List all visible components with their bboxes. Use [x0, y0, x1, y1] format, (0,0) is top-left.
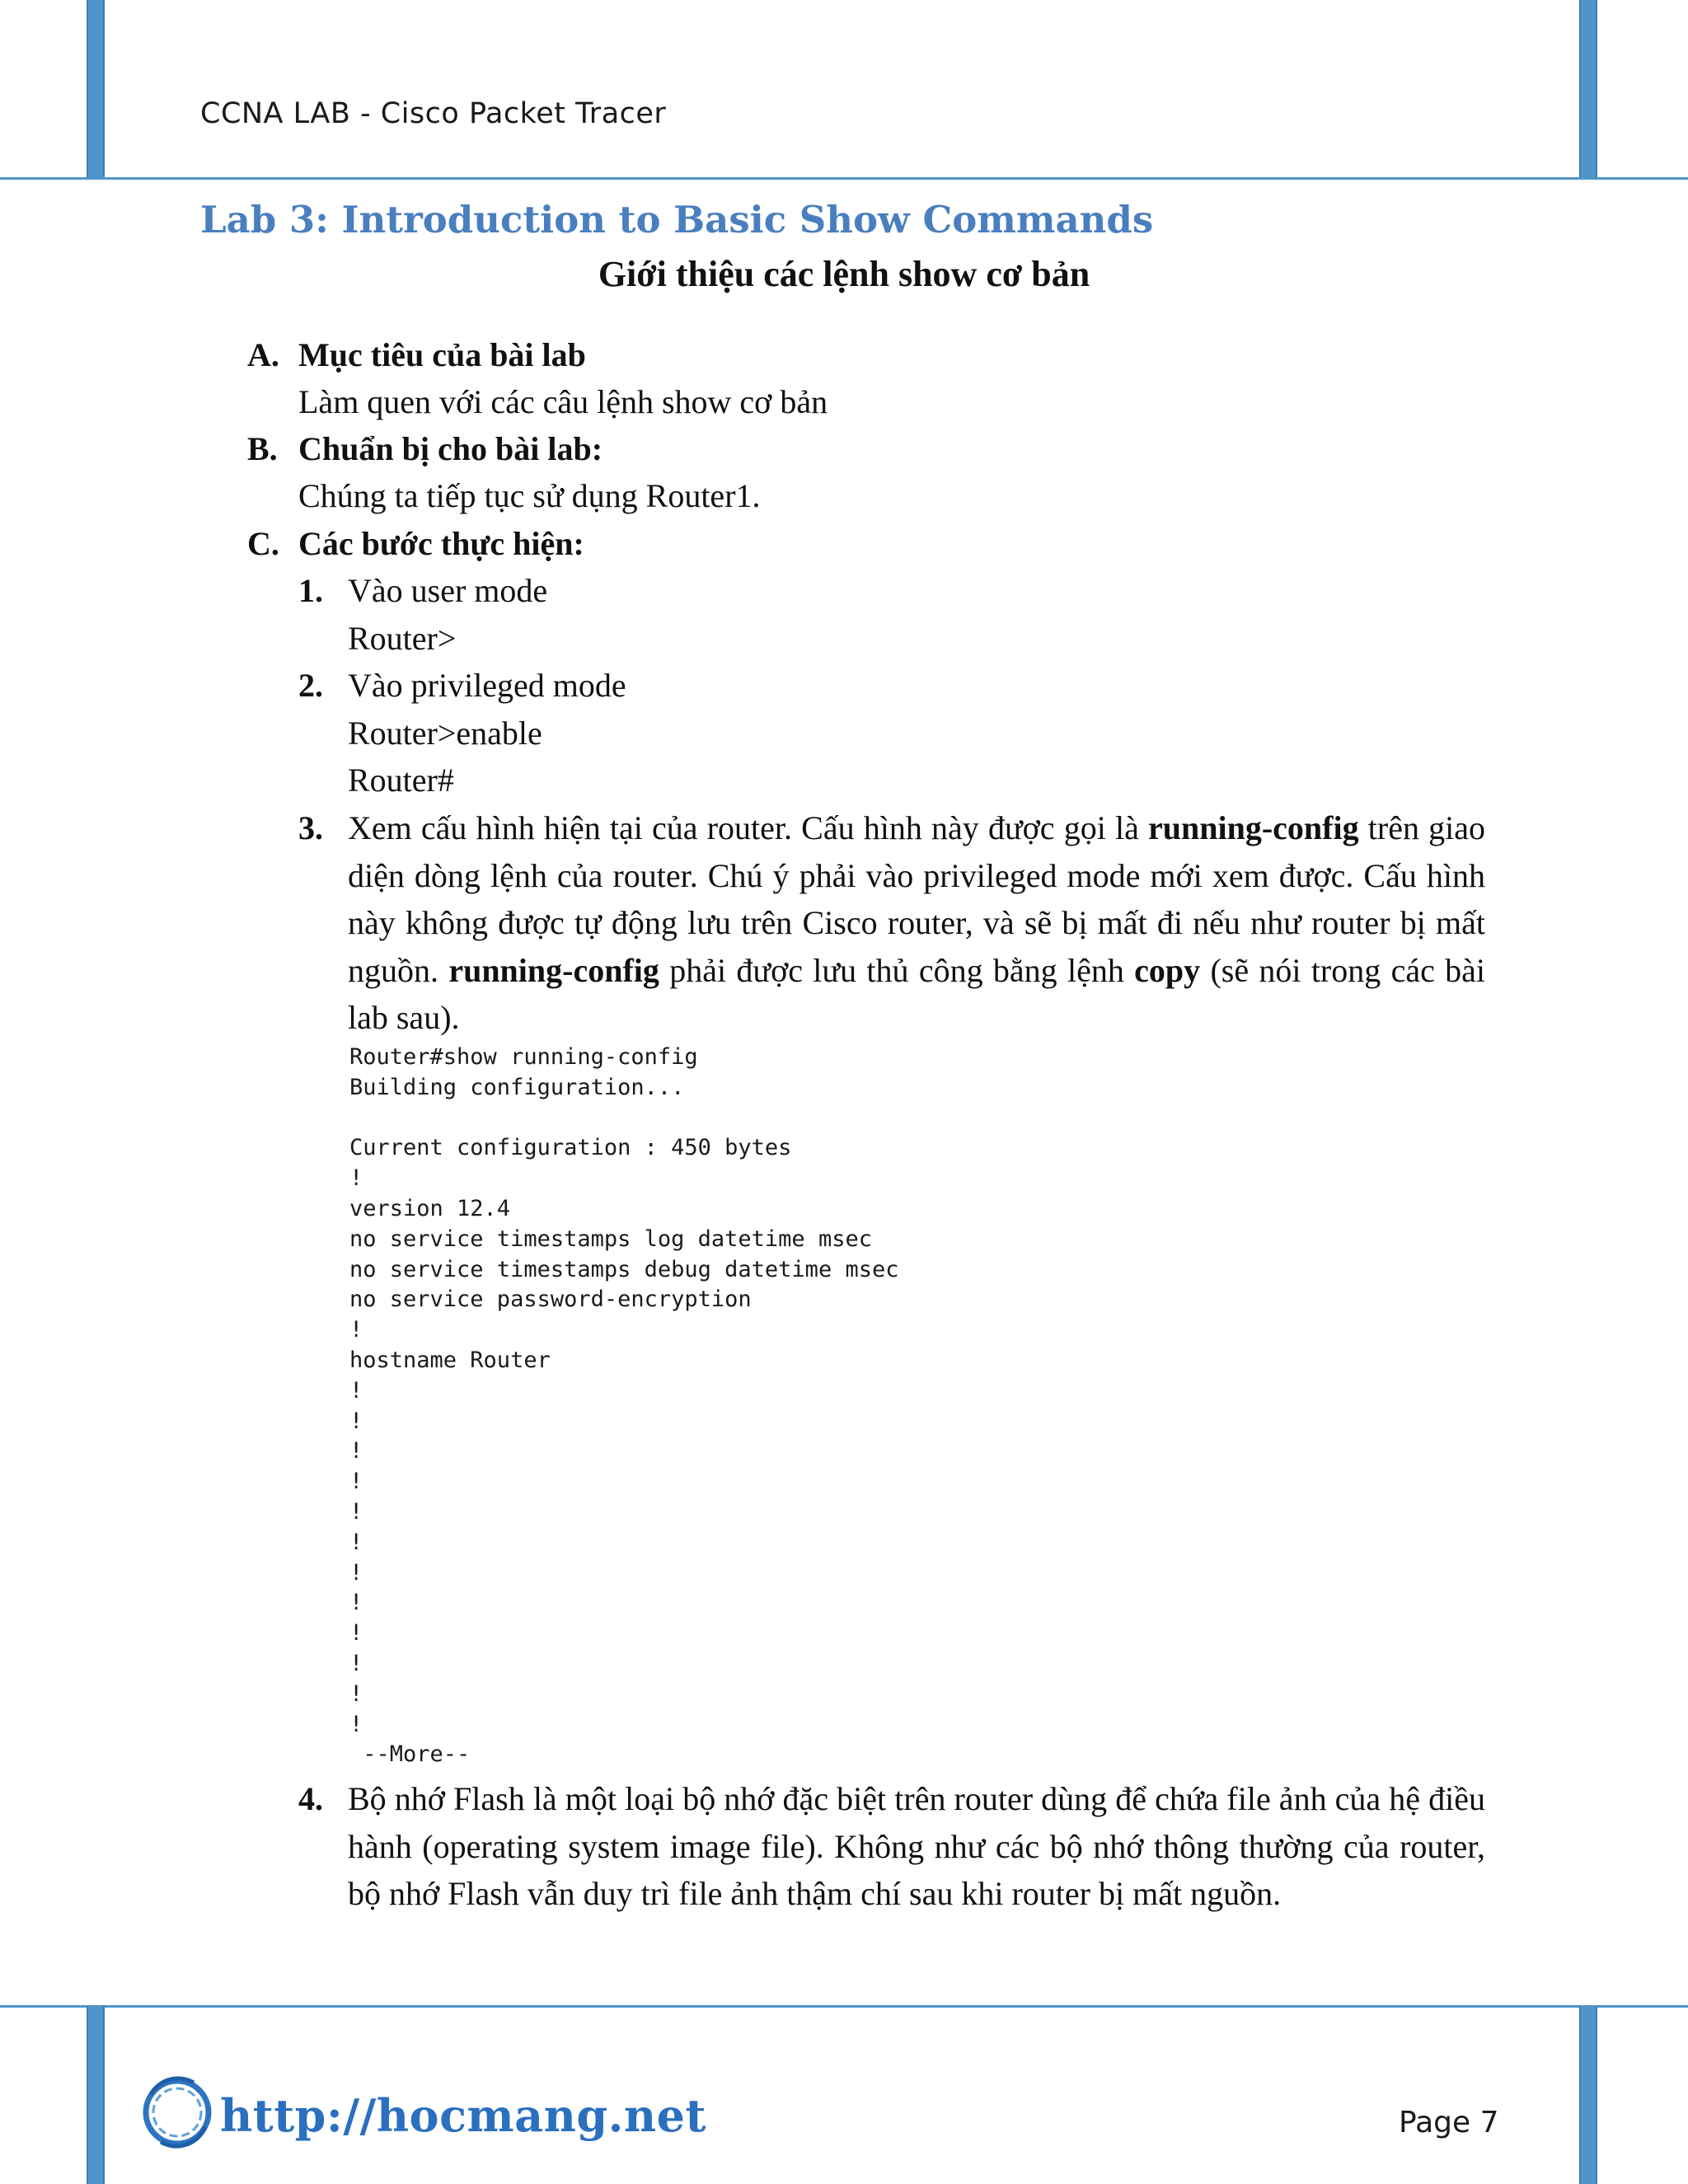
step-2-text: Vào privileged mode [348, 667, 626, 704]
step-2-number: 2. [298, 667, 323, 704]
section-a-label: A. [247, 336, 279, 373]
hocmang-logo-icon [136, 2069, 218, 2152]
footer-left-bar [87, 2006, 105, 2184]
step-3-text-4: (sẽ nói trong các bài lab sau). [348, 951, 1486, 1036]
header-right-bar [1579, 0, 1597, 178]
step-3-text-1: Xem cấu hình hiện tại của router. Cấu hình này được gọi là [348, 809, 1148, 846]
step-1-text: Vào user mode [348, 572, 548, 609]
step-2-command-enable: Router>enable [348, 715, 542, 752]
section-b-body: Chúng ta tiếp tục sử dụng Router1. [298, 477, 761, 514]
section-c-label: C. [247, 525, 279, 562]
terminal-line: version 12.4 [349, 1196, 511, 1221]
header-left-bar [87, 0, 105, 178]
terminal-line: ! [349, 1529, 363, 1555]
terminal-line: ! [349, 1590, 363, 1616]
terminal-line: ! [349, 1165, 363, 1192]
page-number: Page 7 [1399, 2106, 1499, 2139]
step-1-command: Router> [348, 620, 457, 657]
terminal-line: --More-- [349, 1741, 471, 1768]
terminal-line: Router#show running-config [349, 1044, 698, 1070]
step-3-number: 3. [298, 809, 323, 846]
section-c-title: Các bước thực hiện: [298, 525, 584, 562]
terminal-line: ! [349, 1651, 363, 1676]
lab-subtitle: Giới thiệu các lệnh show cơ bản [598, 254, 1090, 294]
terminal-line: ! [349, 1711, 363, 1737]
terminal-line: ! [349, 1408, 363, 1434]
step-3-text-2: trên giao diện dòng lệnh của router. Chú ý phải vào privileged mode mới xem được. Cấu hình này không được tự động lưu trên Cisco router, và sẽ bị mất đi nếu như router bị mất nguồn. [348, 809, 1485, 989]
footer-divider [0, 2005, 1688, 2008]
header-divider [0, 177, 1688, 180]
terminal-output [345, 1043, 971, 1768]
step-4-number: 4. [298, 1780, 323, 1817]
terminal-line: ! [349, 1377, 363, 1404]
terminal-line: no service timestamps debug datetime msec [349, 1256, 899, 1282]
terminal-line: Current configuration : 450 bytes [349, 1135, 792, 1161]
step-1-number: 1. [298, 572, 323, 609]
section-b-title: Chuẩn bị cho bài lab: [298, 430, 603, 467]
terminal-line: ! [349, 1559, 363, 1586]
terminal-line: ! [349, 1620, 363, 1647]
footer-website-link[interactable]: http://hocmang.net [220, 2089, 706, 2142]
terminal-line: ! [349, 1469, 363, 1495]
page-header: CCNA LAB - Cisco Packet Tracer [200, 97, 667, 130]
section-b-label: B. [247, 430, 278, 467]
terminal-line: ! [349, 1499, 363, 1525]
terminal-line: no service timestamps log datetime msec [349, 1226, 872, 1252]
step-2-command-prompt: Router# [348, 762, 454, 799]
terminal-line: Building configuration... [349, 1074, 685, 1100]
terminal-line: no service password-encryption [349, 1286, 752, 1313]
terminal-line: ! [349, 1680, 363, 1707]
step-4-text: Bộ nhớ Flash là một loại bộ nhớ đặc biệt trên router dùng để chứa file ảnh của hệ điều hành (operating system image file). Không như các bộ nhớ thông thường của router, bộ nhớ Flash vẫn duy trì file ảnh thậm chí sau khi router bị mất nguồn. [348, 1780, 1485, 1912]
terminal-line: ! [349, 1317, 363, 1343]
section-a-title: Mục tiêu của bài lab [298, 336, 586, 373]
terminal-line: ! [349, 1438, 363, 1465]
step-3-keyword-running-config: running-config [1148, 809, 1359, 846]
step-3-keyword-copy: copy [1134, 951, 1201, 989]
footer-right-bar [1579, 2006, 1597, 2184]
step-3-paragraph [348, 804, 1485, 1042]
step-3-text-3: phải được lưu thủ công bằng lệnh [659, 951, 1135, 989]
section-a-body: Làm quen với các câu lệnh show cơ bản [298, 383, 828, 420]
terminal-line: hostname Router [349, 1347, 551, 1373]
step-3-keyword-running-config-2: running-config [448, 951, 659, 989]
lab-title: Lab 3: Introduction to Basic Show Commands [200, 198, 1154, 241]
